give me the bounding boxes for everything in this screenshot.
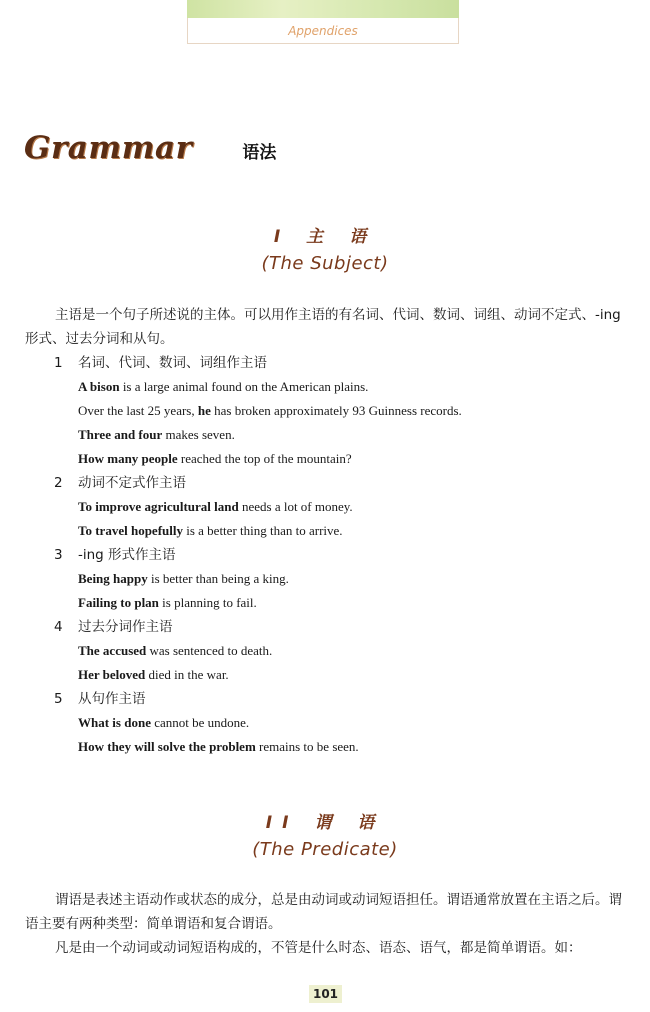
section-heading-subject-en: (The Subject) bbox=[261, 253, 389, 274]
list-item-heading bbox=[0, 471, 650, 495]
example-text: is planning to fail. bbox=[158, 595, 257, 610]
example-subject-bold: How they will solve the problem bbox=[78, 739, 256, 754]
grammar-title-english: Grammar bbox=[24, 130, 193, 166]
page-title bbox=[24, 130, 276, 166]
list-item-number: 1 bbox=[54, 355, 63, 371]
example-subject-bold: Three and four bbox=[78, 427, 163, 442]
list-item-label: 名词、代词、数词、词组作主语 bbox=[78, 355, 267, 371]
list-item-number: 4 bbox=[54, 619, 63, 635]
example-sentence bbox=[0, 423, 650, 447]
list-item-heading bbox=[0, 543, 650, 567]
list-item-heading bbox=[0, 687, 650, 711]
header-label: Appendices bbox=[288, 23, 358, 38]
list-item-label: 过去分词作主语 bbox=[78, 619, 173, 635]
list-item-label: -ing 形式作主语 bbox=[78, 547, 176, 563]
example-text: is a large animal found on the American plains. bbox=[119, 379, 369, 394]
example-sentence bbox=[0, 735, 650, 759]
list-item-number: 5 bbox=[54, 691, 63, 707]
example-sentence bbox=[0, 447, 650, 471]
example-text: Over the last 25 years, bbox=[78, 403, 198, 418]
list-item-label: 从句作主语 bbox=[78, 691, 146, 707]
section-heading-predicate-en: (The Predicate) bbox=[252, 839, 398, 860]
header-tab bbox=[187, 18, 459, 44]
example-text: cannot be undone. bbox=[150, 715, 250, 730]
section-heading-subject bbox=[0, 222, 650, 274]
example-subject-bold: To travel hopefully bbox=[78, 523, 183, 538]
example-sentence bbox=[0, 495, 650, 519]
list-item-heading bbox=[0, 615, 650, 639]
example-subject-bold: Her beloved bbox=[78, 667, 146, 682]
example-sentence bbox=[0, 399, 650, 423]
list-item-number: 3 bbox=[54, 547, 63, 563]
example-text: remains to be seen. bbox=[255, 739, 359, 754]
example-subject-bold: Failing to plan bbox=[78, 595, 159, 610]
example-subject-bold: A bison bbox=[78, 379, 120, 394]
example-text: makes seven. bbox=[162, 427, 235, 442]
predicate-paragraph-2: 凡是由一个动词或动词短语构成的，不管是什么时态、语态、语气，都是简单谓语。如： bbox=[55, 940, 582, 956]
subject-examples-list bbox=[0, 351, 650, 759]
example-sentence bbox=[0, 639, 650, 663]
example-subject-bold: How many people bbox=[78, 451, 178, 466]
example-text: is a better thing than to arrive. bbox=[182, 523, 343, 538]
section-heading-predicate bbox=[0, 808, 650, 860]
section-heading-subject-cn: I 主 语 bbox=[273, 227, 377, 247]
example-subject-bold: he bbox=[197, 403, 211, 418]
subject-intro-paragraph: 主语是一个句子所述说的主体。可以用作主语的有名词、代词、数词、词组、动词不定式、-ing 形式、过去分词和从句。 bbox=[25, 307, 621, 347]
example-subject-bold: The accused bbox=[78, 643, 147, 658]
example-subject-bold: Being happy bbox=[78, 571, 148, 586]
example-text: was sentenced to death. bbox=[146, 643, 273, 658]
example-text: needs a lot of money. bbox=[238, 499, 353, 514]
example-text: died in the war. bbox=[145, 667, 229, 682]
predicate-paragraph-1: 谓语是表述主语动作或状态的成分，总是由动词或动词短语担任。谓语通常放置在主语之后。谓语主要有两种类型：简单谓语和复合谓语。 bbox=[25, 892, 622, 932]
example-subject-bold: What is done bbox=[78, 715, 151, 730]
section-heading-predicate-cn: II 谓 语 bbox=[265, 813, 385, 833]
grammar-title-chinese: 语法 bbox=[242, 143, 277, 163]
list-item-number: 2 bbox=[54, 475, 63, 491]
page-number: 101 bbox=[309, 985, 342, 1003]
header-decor-band bbox=[187, 0, 459, 18]
example-sentence bbox=[0, 567, 650, 591]
example-text: reached the top of the mountain? bbox=[177, 451, 352, 466]
list-item-heading bbox=[0, 351, 650, 375]
example-sentence bbox=[0, 711, 650, 735]
example-subject-bold: To improve agricultural land bbox=[78, 499, 239, 514]
example-text: is better than being a king. bbox=[147, 571, 289, 586]
example-sentence bbox=[0, 519, 650, 543]
example-sentence bbox=[0, 591, 650, 615]
example-text: has broken approximately 93 Guinness records. bbox=[210, 403, 462, 418]
example-sentence bbox=[0, 375, 650, 399]
list-item-label: 动词不定式作主语 bbox=[78, 475, 186, 491]
example-sentence bbox=[0, 663, 650, 687]
